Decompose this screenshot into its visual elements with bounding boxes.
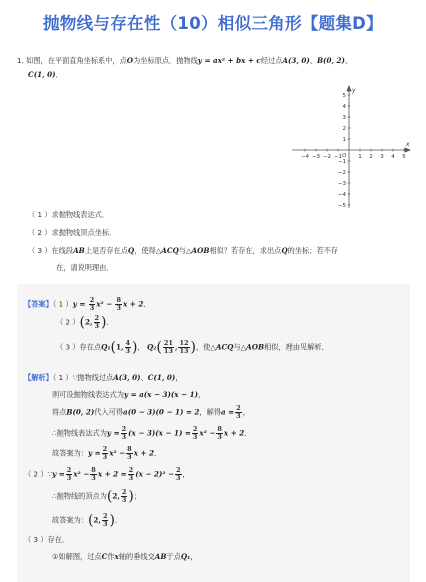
separator: 、 (140, 373, 148, 382)
text: 将点 (52, 407, 67, 417)
math: x² − (96, 299, 113, 309)
fraction: $\frac{8}{3}$ (91, 466, 96, 482)
y-tick-label: 5 (342, 93, 346, 99)
point-A: A(3, 0) (282, 56, 310, 65)
fraction: $\frac{21}{13}$ (163, 339, 173, 355)
fraction: $\frac{8}{3}$ (116, 296, 122, 312)
y-axis-arrow-icon (347, 86, 351, 91)
x-tick-label: −3 (311, 154, 321, 160)
point-B: B(0, 2) (66, 407, 95, 417)
x-tick-label: 3 (380, 154, 384, 160)
text: （ 1 ）∵抛物线过点 (52, 373, 114, 382)
point-Q2: Q₂ (147, 342, 157, 352)
point-O: O (126, 56, 134, 65)
fraction: $\frac{8}{3}$ (217, 425, 222, 441)
text: 则可设抛物线表达式为 (52, 390, 124, 399)
fraction: $\frac{2}{3}$ (102, 445, 108, 461)
coordinate-axes-figure (288, 84, 414, 210)
x-tick-label: 1 (358, 154, 362, 160)
point-C: C (101, 552, 108, 561)
period: ． (55, 70, 63, 79)
origin-label: O (342, 153, 347, 159)
analysis-line-2 (52, 391, 205, 398)
math: 2, (112, 491, 120, 501)
point-Q1: Q₁ (101, 342, 111, 352)
sub-question-2: （ 2 ）求抛物线顶点坐标． (28, 228, 117, 237)
math: (x − 3)(x − 1) = (128, 428, 191, 438)
segment-AB: AB (73, 246, 85, 255)
math: 2, (85, 317, 93, 327)
text: ①如解图，过点 (52, 552, 102, 561)
separator: ， (190, 552, 198, 561)
text: ∴抛物线的顶点为 (52, 491, 107, 501)
math: x (114, 552, 119, 561)
period: ． (106, 317, 114, 327)
fraction: $\frac{2}{3}$ (128, 466, 134, 482)
text: 代入可得 (94, 407, 124, 417)
question-text-2: 为坐标原点．抛物线 (133, 56, 198, 65)
text: 作 (107, 552, 115, 561)
math: 1, (115, 342, 124, 352)
fraction: $\frac{2}{3}$ (89, 296, 95, 312)
question-number: 1. (17, 56, 24, 65)
answer-line-2 (56, 315, 114, 330)
y-axis-label: y (352, 87, 356, 94)
triangle-ACQ: ACQ (215, 342, 234, 352)
sub-question-1: （ 1 ）求抛物线表达式． (28, 210, 110, 219)
sub-question-3-line-2: 在，请说明理由． (56, 263, 114, 272)
separator: ， (182, 469, 190, 479)
answer-line-1 (24, 297, 151, 312)
text: ，使得△ (134, 246, 162, 255)
paren: ( (79, 314, 85, 331)
math: x² − (73, 469, 90, 479)
text: 上是否存在点 (84, 246, 128, 255)
paren: ) (101, 314, 107, 331)
text: ，使△ (195, 342, 216, 352)
fraction: $\frac{2}{3}$ (66, 466, 72, 482)
text: （ 3 ）在线段 (28, 246, 74, 255)
question-line-2 (28, 71, 63, 78)
label: （ 2 ） (56, 317, 80, 327)
y-tick-label: −5 (337, 203, 346, 209)
text: 的坐标；若不存 (287, 246, 338, 255)
separator: ， (197, 390, 206, 399)
text: ，解得 (199, 407, 221, 417)
x-tick-label: −1 (333, 154, 343, 160)
point-Q: Q (127, 246, 135, 255)
point-C: C(1, 0) (28, 70, 56, 79)
point-A: A(3, 0) (113, 373, 141, 382)
separator: 、 (309, 56, 317, 65)
analysis-line-6 (24, 467, 190, 482)
question-text: 如图，在平面直角坐标系中，点 (26, 56, 127, 65)
y-tick-label: −2 (337, 170, 346, 176)
point-B: B(0, 2) (316, 56, 345, 65)
math: x + 2 = (97, 469, 127, 479)
triangle-ACQ: ACQ (161, 246, 179, 255)
math: x + 2 (123, 299, 144, 309)
y-tick-label: 1 (342, 137, 346, 143)
y-tick-label: −4 (337, 192, 346, 198)
period: ． (114, 515, 123, 525)
fraction: $\frac{4}{3}$ (125, 339, 131, 355)
point-Q1: Q₁ (180, 552, 191, 561)
question-text-3: 经过点 (260, 56, 283, 65)
label: （ 3 ）存在点 (56, 342, 102, 352)
x-tick-label: 4 (391, 154, 395, 160)
separator: ， (137, 342, 145, 352)
answer-line-3: （ 3 ）存在点Q₁(1, $\frac{4}{3}$ )， Q₂( $\frac{21}{13}$ , $\frac{12}{13}$ )，使△ACQ与△AOB相似，理由见解析． (56, 339, 329, 356)
y-tick-label: −1 (337, 159, 346, 165)
text: 于点 (166, 552, 181, 561)
text: 故答案为： (52, 515, 88, 525)
triangle-AOB: AOB (246, 342, 265, 352)
fraction: $\frac{2}{3}$ (192, 425, 198, 441)
x-axis-arrow-icon (405, 148, 410, 152)
segment-AB: AB (154, 552, 167, 561)
x-tick-label: −4 (300, 154, 310, 160)
fraction: $\frac{2}{3}$ (121, 488, 127, 504)
math: 2, (93, 515, 101, 525)
x-tick-label: 2 (369, 154, 373, 160)
text: ∴抛物线表达式为 (52, 428, 107, 438)
fraction: $\frac{2}{3}$ (94, 314, 100, 330)
analysis-line-7: ∴抛物线的顶点为(2, $\frac{2}{3}$ )； (52, 488, 142, 505)
analysis-line-1 (24, 374, 183, 381)
analysis-line-8: 故答案为：(2, $\frac{2}{3}$ )． (52, 512, 123, 529)
period: ． (143, 299, 151, 309)
analysis-line-10 (52, 553, 197, 560)
math: y = (106, 428, 120, 438)
y-tick-label: 3 (342, 115, 346, 121)
analysis-tag: 【解析】 (24, 373, 53, 382)
math: y = a(x − 3)(x − 1) (123, 390, 198, 399)
label: （ 1 ） (52, 299, 73, 309)
text: 相似？若存在，求出点 (209, 246, 282, 255)
separator: ， (175, 373, 183, 382)
y-tick-label: −3 (337, 181, 346, 187)
label: （ 2 ）∵ (24, 469, 53, 479)
x-tick-label: 5 (402, 154, 406, 160)
separator: 、 (344, 56, 353, 65)
math: a = (220, 407, 235, 417)
analysis-line-9: （ 3 ）存在． (24, 535, 70, 544)
sub-question-3 (28, 247, 338, 254)
text: 故答案为： (52, 448, 88, 458)
separator: ； (133, 491, 142, 501)
question-line-1 (17, 57, 352, 64)
separator: ， (242, 407, 250, 417)
text: 相似，理由见解析． (264, 342, 329, 352)
math: a(0 − 3)(0 − 1) = 2 (123, 407, 200, 417)
answer-tag: 【答案】 (24, 299, 53, 309)
text: 与△ (233, 342, 247, 352)
math: x² − (109, 448, 126, 458)
math: x + 2 (223, 428, 245, 438)
period: ． (154, 448, 162, 458)
fraction: $\frac{2}{3}$ (102, 512, 108, 528)
fraction: $\frac{8}{3}$ (127, 445, 132, 461)
fraction: $\frac{2}{3}$ (121, 425, 127, 441)
y-tick-label: 4 (342, 104, 346, 110)
point-C: C(1, 0) (147, 373, 176, 382)
math: y = (87, 448, 101, 458)
math: x² − (199, 428, 216, 438)
math: y = (52, 469, 65, 479)
fraction: $\frac{12}{13}$ (179, 339, 189, 355)
x-tick-label: −2 (322, 154, 332, 160)
x-axis-label: x (406, 141, 410, 148)
text: 与△ (178, 246, 192, 255)
period: ． (244, 428, 252, 438)
math: (x − 2)² − (135, 469, 174, 479)
analysis-line-5 (52, 446, 161, 461)
triangle-AOB: AOB (191, 246, 210, 255)
y-tick-label: 2 (342, 126, 346, 132)
fraction: $\frac{2}{3}$ (176, 466, 181, 482)
fraction: $\frac{2}{3}$ (236, 404, 241, 420)
parabola-equation: y = ax² + bx + c (197, 56, 261, 65)
math: x + 2 (133, 448, 155, 458)
text: 轴的垂线交 (118, 552, 155, 561)
page-title: 抛物线与存在性（10）相似三角形【题集D】 (43, 14, 383, 33)
analysis-line-3 (52, 405, 250, 420)
point-Q: Q (281, 246, 288, 255)
math: y = (72, 299, 86, 309)
analysis-line-4 (52, 426, 251, 441)
